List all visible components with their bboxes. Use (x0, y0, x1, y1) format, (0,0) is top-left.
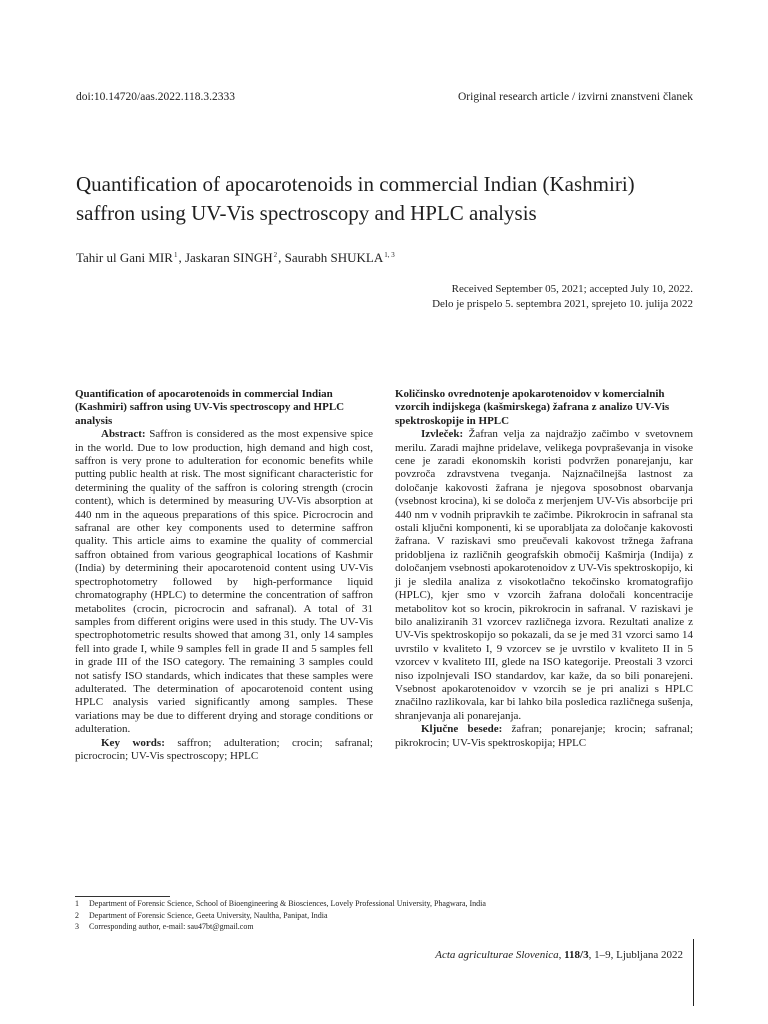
author-affiliation: 1, 3 (384, 251, 395, 259)
abstract-text: Saffron is considered as the most expensive spice in the world. Due to low production, high demand and high cost, saffron is very prone to adulteration for economic benefits while putting public health at risk. The most significant characteristic for determining the quality of the saffron is coloring strength (crocin content), which is determined by measuring UV-Vis absorption at 440 nm in the aqueous preparations of this spice. Picrocrocin and safranal are other key components used to determine saffron quality. This article aims to examine the quality of commercial saffron obtained from various geographical locations of Kashmir (India) by determining their apocarotenoid content using UV-Vis spectrophotometry followed by high-performance liquid chromatography (HPLC) to determine the concentration of saffron metabolites (crocin, picrocrocin and safranal). A total of 31 samples from different origins were used in this study. The UV-Vis spectrophotometric results showed that among 31, only 14 samples fell into grade I, while 9 samples fell in grade II and 5 samples fell in grade III of the ISO category. The remaining 3 samples could not satisfy ISO standards, which indicates that these samples were adulterated. The determination of apocarotenoid content using HPLC analysis varied significantly among samples. These variations may be due to different drying and storage conditions or adulteration. (75, 428, 374, 736)
footnotes (75, 898, 615, 933)
footnote-text: Department of Forensic Science, Geeta University, Naultha, Panipat, India (89, 910, 328, 920)
keywords-label-sl: Ključne besede: (421, 723, 503, 736)
footnote-item (75, 898, 615, 910)
received-sl: Delo je prispelo 5. septembra 2021, sprejeto 10. julija 2022 (432, 298, 693, 310)
footnote-number: 2 (75, 910, 79, 920)
abstract-body-sl (395, 428, 693, 723)
received-dates (432, 282, 693, 312)
received-en: Received September 05, 2021; accepted July 10, 2022. (451, 283, 693, 295)
margin-rule (693, 939, 694, 1006)
doi[interactable]: doi:10.14720/aas.2022.118.3.2333 (76, 91, 235, 103)
abstract-heading-sl: Količinsko ovrednotenje apokarotenoidov v komercialnih vzorcih indijskega (kašmirskega) žafrana z analizo UV-Vis spektroskopije in HPLC (395, 388, 670, 427)
keywords-label: Key words: (101, 736, 165, 749)
abstract-label: Abstract: (101, 428, 146, 441)
footnote-text: Department of Forensic Science, School of Bioengineering & Biosciences, Lovely Professional University, Phagwara, India (89, 899, 486, 908)
journal-citation: Acta agriculturae Slovenica, 118/3, 1–9, Ljubljana 2022 (435, 949, 683, 961)
footnote-number: 1 (75, 899, 79, 908)
abstract-label-sl: Izvleček: (421, 428, 464, 441)
journal-volume: 118/3 (564, 949, 589, 961)
author-name: Tahir ul Gani MIR (76, 250, 173, 265)
keywords-sl (395, 723, 693, 750)
page-title: Quantification of apocarotenoids in commercial Indian (Kashmiri) saffron using UV-Vis spectroscopy and HPLC analysis (76, 172, 635, 225)
author-name: Saurabh SHUKLA (284, 250, 384, 265)
abstract-text-sl: Žafran velja za najdražjo začimbo v svetovnem merilu. Zaradi majhne pridelave, velikega povpraševanja in visoke cene je zaradi ekonomskih koristi podvržen ponarejanju, kar povzroča zdravstvena tveganja. Najznačilnejša lastnost za določanje kakovosti žafrana je njegova sposobnost obarvanja (vsebnost krocina), ki se določa z merjenjem UV-Vis absorbcije pri 440 nm v vodnih pripravkih te začimbe. Pikrokrocin in safranal sta ostali ključni komponenti, ki se uporabljata za določanje kakovosti žafrana. V raziskavi smo preučevali kakovost tržnega žafrana pridobljena iz različnih geografskih območij Kašmirja (Indija) z določanjem vsebnosti apokarotenoidov z UV-Vis spektroskopijo, ki ji je sledila analiza z visokotlačno tekočinsko kromatografijo (HPLC), kjer smo v vzorcih žafrana določali koncentracije metabolitov kot so krocin, pikrokrocin in safranal. V raziskavi je bilo analiziranih 31 vzorcev različnega izvora. Rezultati analize z UV-Vis spektroskopijo so pokazali, da se je med 31 vzorci samo 14 uvrstilo v kvaliteto I, 9 vzorcev se je uvrstilo v kvaliteto II in 5 vzorcev v kvaliteto III, glede na ISO kategorije. Preostali 3 vzorci niso izpolnjevali ISO standardov, kar kaže, da so bili ponarejeni. Vsebnost apokarotenoidov v vzorcih se je pri analizi s HPLC značilno razlikovala, kar bi lahko bila posledica različnega sušenja, shranjevanja ali ponarejanja. (395, 428, 693, 722)
abstract-english (75, 388, 373, 763)
footnote-divider (75, 896, 170, 897)
keywords-text-sl: žafran; ponarejanje; krocin; safranal; pikrokrocin; UV-Vis spektroskopija; HPLC (395, 723, 693, 749)
abstract-body (75, 428, 373, 736)
footnote-item (75, 910, 615, 922)
journal-pages: , 1–9, Ljubljana 2022 (588, 949, 683, 961)
author-name: Jaskaran SINGH (184, 250, 273, 265)
author-affiliation: 2 (273, 251, 278, 259)
keywords-text: saffron; adulteration; crocin; safranal; picrocrocin; UV-Vis spectroscopy; HPLC (75, 736, 373, 762)
author-list: Tahir ul Gani MIR$^1$, Jaskaran SINGH$^2$, Saurabh SHUKLA$^{1, 3}$ (76, 250, 395, 265)
footnote-number: 3 (75, 922, 79, 931)
journal-name: Acta agriculturae Slovenica (435, 949, 559, 961)
abstract-heading: Quantification of apocarotenoids in commercial Indian (Kashmiri) saffron using UV-Vis spectroscopy and HPLC analysis (75, 388, 345, 427)
footnote-text: Corresponding author, e-mail: sau47bt@gmail.com (89, 922, 254, 931)
author-affiliation: 1 (173, 251, 178, 259)
abstract-slovenian (395, 388, 693, 750)
footnote-item (75, 921, 615, 933)
article-type: Original research article / izvirni znanstveni članek (457, 91, 693, 103)
keywords (75, 737, 373, 764)
